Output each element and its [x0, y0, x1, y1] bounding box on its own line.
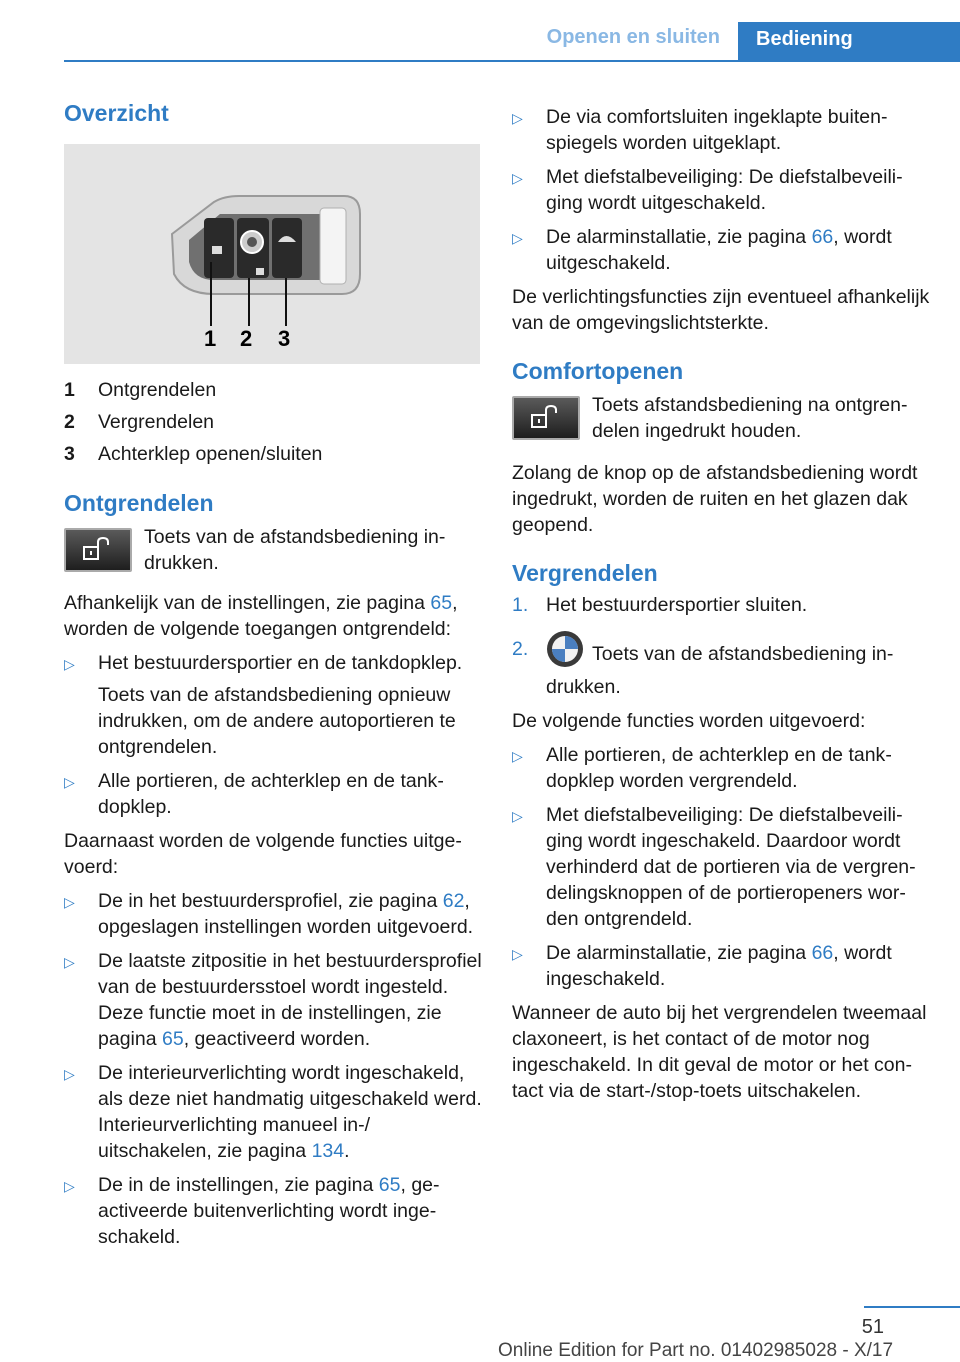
page-link[interactable]: 65 [378, 1174, 401, 1196]
page-link[interactable]: 134 [311, 1140, 345, 1162]
page-link[interactable]: 66 [811, 226, 834, 248]
legend-row [64, 406, 482, 438]
comfort-description: Zolang de knop op de afstandsbediening wordt ingedrukt, worden de ruiten en het glazen dak geopend. [512, 462, 918, 536]
overview-heading: Overzicht [64, 100, 169, 126]
legend-row [64, 438, 482, 470]
list-item: ▷ Het bestuurdersportier en de tankdopklep. Toets van de afstandsbediening opnieuw indrukken, om de andere autoportieren te ontgrendelen. [64, 652, 463, 758]
lock-functions-intro: De volgende functies worden uitgevoerd: [512, 710, 866, 732]
header-tab: Bediening [738, 22, 960, 62]
step-number: 2. [512, 638, 529, 660]
triangle-bullet-icon: ▷ [64, 894, 75, 910]
step-number: 1. [512, 594, 529, 616]
triangle-bullet-icon: ▷ [512, 808, 523, 824]
legend-text: Ontgrendelen [98, 379, 217, 401]
unlock-key-button-icon [64, 528, 132, 572]
triangle-bullet-icon: ▷ [64, 954, 75, 970]
figure-label: 3 [278, 326, 291, 351]
figure-legend [64, 374, 482, 470]
footer-rule [864, 1306, 960, 1308]
unlock-access-list [64, 650, 482, 820]
list-item: ▷ De interieurverlichting wordt ingeschakeld, als deze niet handmatig uitgeschakeld werd. Interieurverlichting manueel in-/ uitschakelen, zie pagina 134. [64, 1062, 482, 1162]
bmw-logo-button-icon [546, 630, 584, 668]
left-column [64, 98, 482, 1258]
unlock-key-button-icon [512, 396, 580, 440]
triangle-bullet-icon: ▷ [512, 230, 523, 246]
list-item: ▷ De in het bestuurdersprofiel, zie pagina 62, opgeslagen instellingen worden uitgevoerd. [64, 890, 474, 938]
closing-note: Wanneer de auto bij het vergrendelen tweemaal claxoneert, is het contact of de motor nog ingeschakeld. In dit geval de motor or het contact via de start-/stop-toets uitschakelen. [512, 1002, 927, 1102]
page-header [0, 22, 960, 62]
triangle-bullet-icon: ▷ [64, 1178, 75, 1194]
list-item: ▷ Alle portieren, de achterklep en de tankdopklep worden vergrendeld. [512, 744, 892, 792]
key-fob-figure [64, 144, 480, 364]
triangle-bullet-icon: ▷ [64, 1066, 75, 1082]
figure-label: 1 [204, 326, 217, 351]
comfort-button-row [512, 392, 930, 444]
legend-row [64, 374, 482, 406]
legend-text: Achterklep openen/sluiten [98, 443, 323, 465]
triangle-bullet-icon: ▷ [512, 748, 523, 764]
list-item: ▷ De alarminstallatie, zie pagina 66, wordt ingeschakeld. [512, 942, 892, 990]
page-link[interactable]: 66 [811, 942, 834, 964]
key-fob-illustration [64, 144, 480, 364]
legend-text: Vergrendelen [98, 411, 215, 433]
lighting-note: De verlichtingsfuncties zijn eventueel afhankelijk van de omgevingslichtsterkte. [512, 286, 930, 334]
unlock-intro: Afhankelijk van de instellingen, zie pagina 65, worden de volgende toegangen ontgrendeld: [64, 592, 458, 640]
right-column [512, 104, 930, 1104]
unlock-functions-continued [512, 104, 930, 276]
page-link[interactable]: 62 [442, 890, 465, 912]
triangle-bullet-icon: ▷ [64, 774, 75, 790]
unlock-heading: Ontgrendelen [64, 490, 214, 516]
additional-functions-intro: Daarnaast worden de volgende functies uitgevoerd: [64, 830, 462, 878]
legend-number: 2 [64, 411, 75, 433]
lock-steps [512, 592, 930, 700]
edition-footer: Online Edition for Part no. 01402985028 - X/17 [498, 1340, 894, 1361]
header-rule [64, 60, 960, 62]
lock-functions-list [512, 742, 930, 992]
page-link[interactable]: 65 [430, 592, 453, 614]
header-section-title: Openen en sluiten [546, 26, 720, 48]
list-item: ▷ Met diefstalbeveiliging: De diefstalbeveiliging wordt uitgeschakeld. [512, 166, 903, 214]
page-number: 51 [861, 1316, 884, 1338]
triangle-bullet-icon: ▷ [512, 110, 523, 126]
triangle-bullet-icon: ▷ [512, 170, 523, 186]
step-item: 2. Toets van de afstandsbediening indrukken. [512, 636, 930, 700]
legend-number: 1 [64, 379, 75, 401]
lock-heading: Vergrendelen [512, 560, 658, 586]
unlock-button-row [64, 524, 482, 576]
figure-label: 2 [240, 326, 253, 351]
list-item: ▷ Alle portieren, de achterklep en de tankdopklep. [64, 770, 444, 818]
list-item: ▷ Met diefstalbeveiliging: De diefstalbeveiliging wordt ingeschakeld. Daardoor wordt verhinderd dat de portieren via de vergrendelingsknoppen of de portieropeners worden ontgrendeld. [512, 804, 916, 930]
triangle-bullet-icon: ▷ [64, 656, 75, 672]
list-item: ▷ De alarminstallatie, zie pagina 66, wordt uitgeschakeld. [512, 226, 892, 274]
legend-number: 3 [64, 443, 75, 465]
comfort-open-heading: Comfortopenen [512, 358, 684, 384]
unlock-instruction: Toets van de afstandsbediening indrukken. [144, 526, 446, 574]
step-item: 1. Het bestuurdersportier sluiten. [512, 594, 808, 616]
page-link[interactable]: 65 [161, 1028, 184, 1050]
list-item: ▷ De laatste zitpositie in het bestuurdersprofiel van de bestuurdersstoel wordt ingesteld. Deze functie moet in de instellingen, zie pagina 65, geactiveerd worden. [64, 950, 482, 1050]
additional-functions-list [64, 888, 482, 1250]
comfort-instruction: Toets afstandsbediening na ontgrendelen ingedrukt houden. [592, 394, 908, 442]
list-item: ▷ De via comfortsluiten ingeklapte buitenspiegels worden uitgeklapt. [512, 106, 888, 154]
triangle-bullet-icon: ▷ [512, 946, 523, 962]
list-item: ▷ De in de instellingen, zie pagina 65, geactiveerde buitenverlichting wordt ingeschakeld. [64, 1174, 440, 1248]
